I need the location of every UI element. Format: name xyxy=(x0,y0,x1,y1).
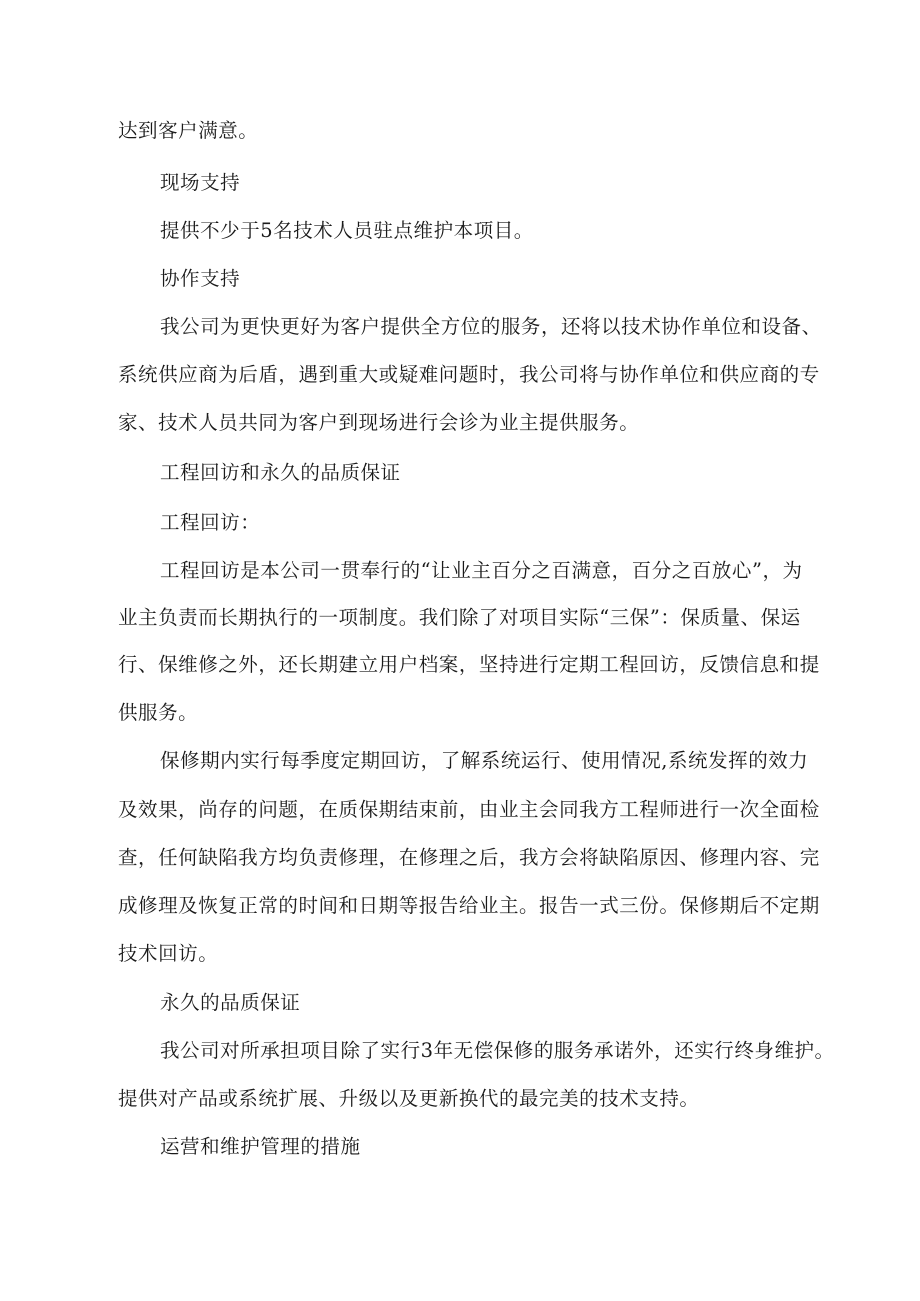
body-text-line: 系统供应商为后盾，遇到重大或疑难问题时，我公司将与协作单位和供应商的专 xyxy=(118,363,820,386)
body-text-line: 保修期内实行每季度定期回访，了解系统运行、使用情况,系统发挥的效力 xyxy=(160,749,809,772)
body-text-line: 我公司为更快更好为客户提供全方位的服务，还将以技术协作单位和设备、 xyxy=(160,315,822,338)
body-text-line: 我公司对所承担项目除了实行3年无偿保修的服务承诺外，还实行终身维护。 xyxy=(160,1039,835,1062)
body-text-line: 成修理及恢复正常的时间和日期等报告给业主。报告一式三份。保修期后不定期 xyxy=(118,894,820,917)
body-text-line: 及效果，尚存的问题，在质保期结束前，由业主会同我方工程师进行一次全面检 xyxy=(118,798,820,821)
body-text-line: 家、技术人员共同为客户到现场进行会诊为业主提供服务。 xyxy=(118,411,640,434)
section-heading: 现场支持 xyxy=(160,171,241,194)
body-text-line: 技术回访。 xyxy=(118,942,219,965)
section-heading: 运营和维护管理的措施 xyxy=(160,1135,361,1158)
section-heading: 永久的品质保证 xyxy=(160,991,301,1014)
body-text-line: 工程回访是本公司一贯奉行的“让业主百分之百满意，百分之百放心”，为 xyxy=(160,559,803,582)
section-heading: 工程回访和永久的品质保证 xyxy=(160,461,401,484)
body-text-line: 提供不少于5名技术人员驻点维护本项目。 xyxy=(160,219,534,242)
subsection-heading: 工程回访： xyxy=(160,511,261,534)
section-heading: 协作支持 xyxy=(160,267,241,290)
body-text-line: 达到客户满意。 xyxy=(118,119,259,142)
body-text-line: 供服务。 xyxy=(118,701,199,724)
body-text-line: 提供对产品或系统扩展、升级以及更新换代的最完美的技术支持。 xyxy=(118,1087,700,1110)
body-text-line: 查，任何缺陷我方均负责修理，在修理之后，我方会将缺陷原因、修理内容、完 xyxy=(118,846,820,869)
body-text-line: 行、保维修之外，还长期建立用户档案，坚持进行定期工程回访，反馈信息和提 xyxy=(118,653,820,676)
body-text-line: 业主负责而长期执行的一项制度。我们除了对项目实际“三保”：保质量、保运 xyxy=(118,606,801,629)
